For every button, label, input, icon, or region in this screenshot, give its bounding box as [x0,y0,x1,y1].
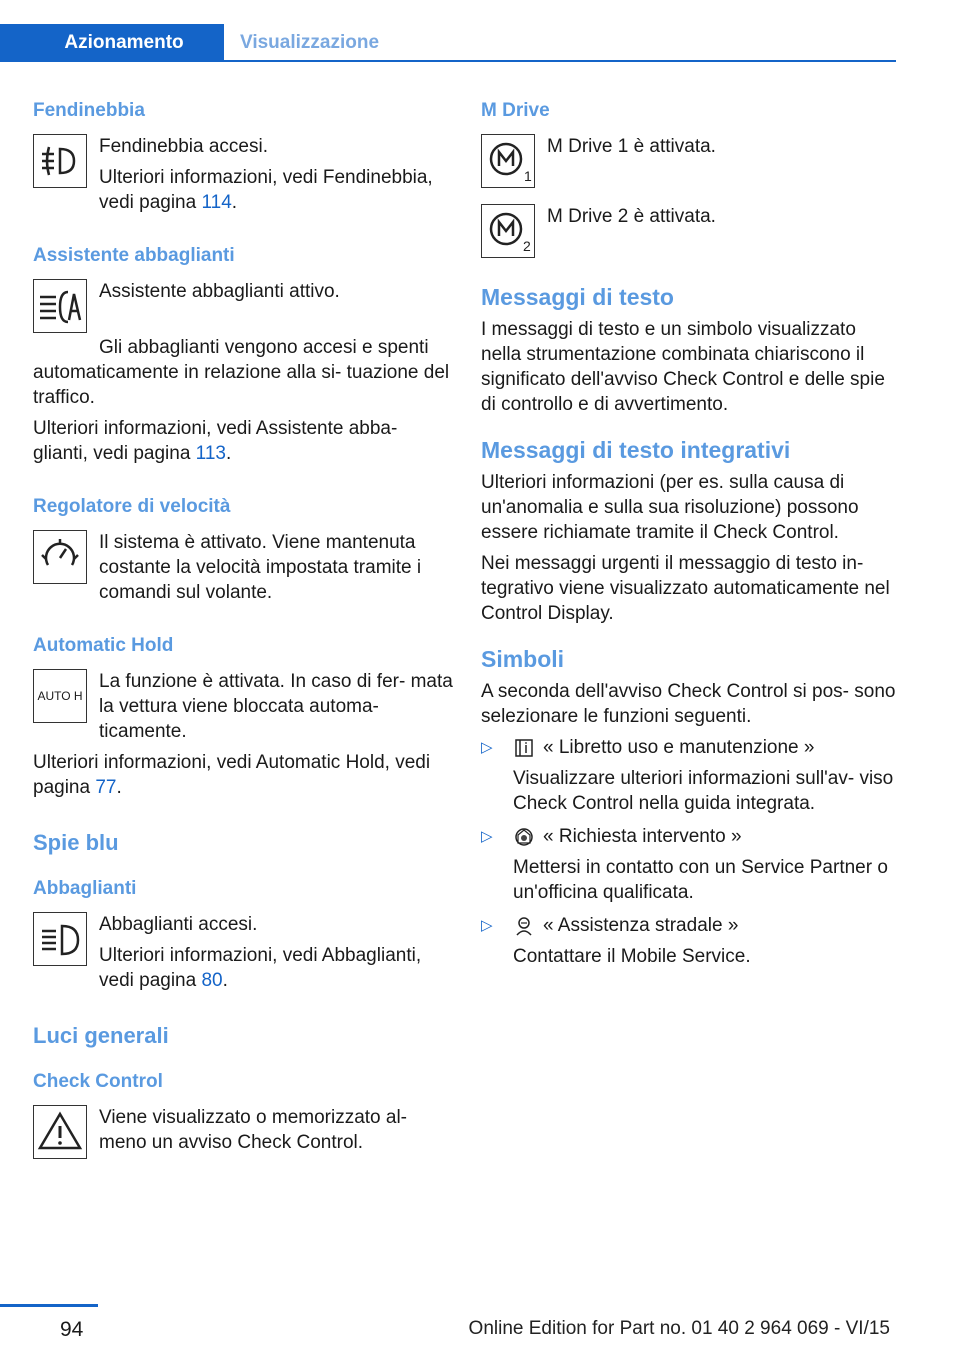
tab-azionamento[interactable]: Azionamento [0,24,224,60]
auto-hold-icon: AUTO H [33,669,87,723]
symbol-item-manual [481,735,901,816]
mdrive1-text: M Drive 1 è attivata. [547,136,716,157]
heading-spie-blu: Spie blu [33,830,119,855]
highbeam-line1: Abbaglianti accesi. [99,914,258,935]
highbeam-line2: Ulteriori informazioni, vedi Abbaglianti, vedi pagina 80. [99,945,422,991]
symbol-service-label: « Richiesta intervento » [543,826,742,847]
footer-rule [0,1304,98,1307]
cruise-line1: Il sistema è attivato. Viene mantenuta costante la velocità impostata tramite i comandi sul volante. [99,532,422,603]
symbol-item-service [481,824,901,905]
fog-page-link[interactable]: 114 [201,192,232,213]
high-beam-assist-icon [33,279,87,333]
heading-abbaglianti: Abbaglianti [33,878,137,899]
autohold-item [33,669,453,744]
highbeam-page-link[interactable]: 80 [201,970,223,991]
messaggi-testo-body: I messaggi di testo e un simbolo visualizzato nella strumentazione combinata chiariscono il significato dell'avviso Check Control e delle spie di controllo e di avvertimento. [481,319,885,415]
fog-line2: Ulteriori informazioni, vedi Fendinebbia, vedi pagina 114. [99,167,433,213]
autohold-line1: La funzione è attivata. In caso di fer- mata la vettura viene bloccata automa- ticamente. [99,671,453,742]
heading-messaggi-testo: Messaggi di testo [481,284,674,310]
check-item [33,1105,453,1161]
fog-item [33,134,453,215]
symbol-roadside-label: « Assistenza stradale » [543,915,739,936]
hba-line2: Gli abbaglianti vengono accesi e spenti automaticamente in relazione alla si- tuazione del traffico. [33,337,450,408]
symbol-item-roadside [481,913,901,969]
m-drive-2-icon [481,204,535,258]
symbol-manual-label: « Libretto uso e manutenzione » [543,737,815,758]
bullet-triangle-icon: ▷ [481,828,493,845]
svg-text:1: 1 [524,168,532,184]
heading-check-control: Check Control [33,1071,163,1092]
heading-luci-generali: Luci generali [33,1023,169,1048]
high-beam-icon [33,912,87,966]
heading-regolatore: Regolatore di velocità [33,496,231,517]
heading-m-drive: M Drive [481,100,550,121]
check-line1: Viene visualizzato o memorizzato al- meno un avviso Check Control. [99,1107,408,1153]
cruise-item [33,530,453,605]
page-number: 94 [60,1318,84,1341]
m-drive-1-icon [481,134,535,188]
hba-page-link[interactable]: 113 [195,443,226,464]
tab-visualizzazione[interactable]: Visualizzazione [240,32,380,53]
heading-messaggi-integrativi: Messaggi di testo integrativi [481,437,791,463]
header-tabs [0,24,896,62]
bmw-service-icon[interactable] [513,826,535,848]
bullet-triangle-icon: ▷ [481,917,493,934]
fog-light-icon [33,134,87,188]
edition-footer: Online Edition for Part no. 01 40 2 964 069 - VI/15 [468,1318,890,1339]
heading-simboli: Simboli [481,646,565,672]
roadside-assistance-icon[interactable] [513,915,535,937]
bullet-triangle-icon: ▷ [481,739,493,756]
symbol-roadside-desc: Contattare il Mobile Service. [513,946,751,967]
hba-line1: Assistente abbaglianti attivo. [99,281,340,302]
cruise-control-icon [33,530,87,584]
mdrive2-text: M Drive 2 è attivata. [547,206,716,227]
symbol-manual-desc: Visualizzare ulteriori informazioni sull'av- viso Check Control nella guida integrata. [513,768,894,814]
book-icon[interactable] [513,737,535,759]
autohold-page-link[interactable]: 77 [95,777,117,798]
fog-line1: Fendinebbia accesi. [99,136,268,157]
highbeam-item [33,912,453,993]
warning-triangle-icon [33,1105,87,1159]
autohold-line2: Ulteriori informazioni, vedi Automatic Hold, vedi pagina 77. [33,752,431,798]
heading-fendinebbia: Fendinebbia [33,100,145,121]
integrativi-body2: Nei messaggi urgenti il messaggio di testo in- tegrativo viene visualizzato automaticamente nel Control Display. [481,553,890,624]
integrativi-body1: Ulteriori informazioni (per es. sulla causa di un'anomalia e sulla sua risoluzione) possono essere richiamate tramite il Check Control. [481,472,859,543]
hba-line3: Ulteriori informazioni, vedi Assistente abba- glianti, vedi pagina 113. [33,418,398,464]
mdrive1-item [481,134,901,190]
symbol-service-desc: Mettersi in contatto con un Service Partner o un'officina qualificata. [513,857,888,903]
right-column [481,100,901,977]
header-rule [0,60,896,62]
hba-item [33,279,453,335]
heading-automatic-hold: Automatic Hold [33,635,174,656]
mdrive2-item [481,204,901,260]
heading-assistente-abbaglianti: Assistente abbaglianti [33,245,235,266]
left-column [33,100,453,1161]
svg-text:2: 2 [523,238,531,254]
simboli-body: A seconda dell'avviso Check Control si pos- sono selezionare le funzioni seguenti. [481,681,896,727]
